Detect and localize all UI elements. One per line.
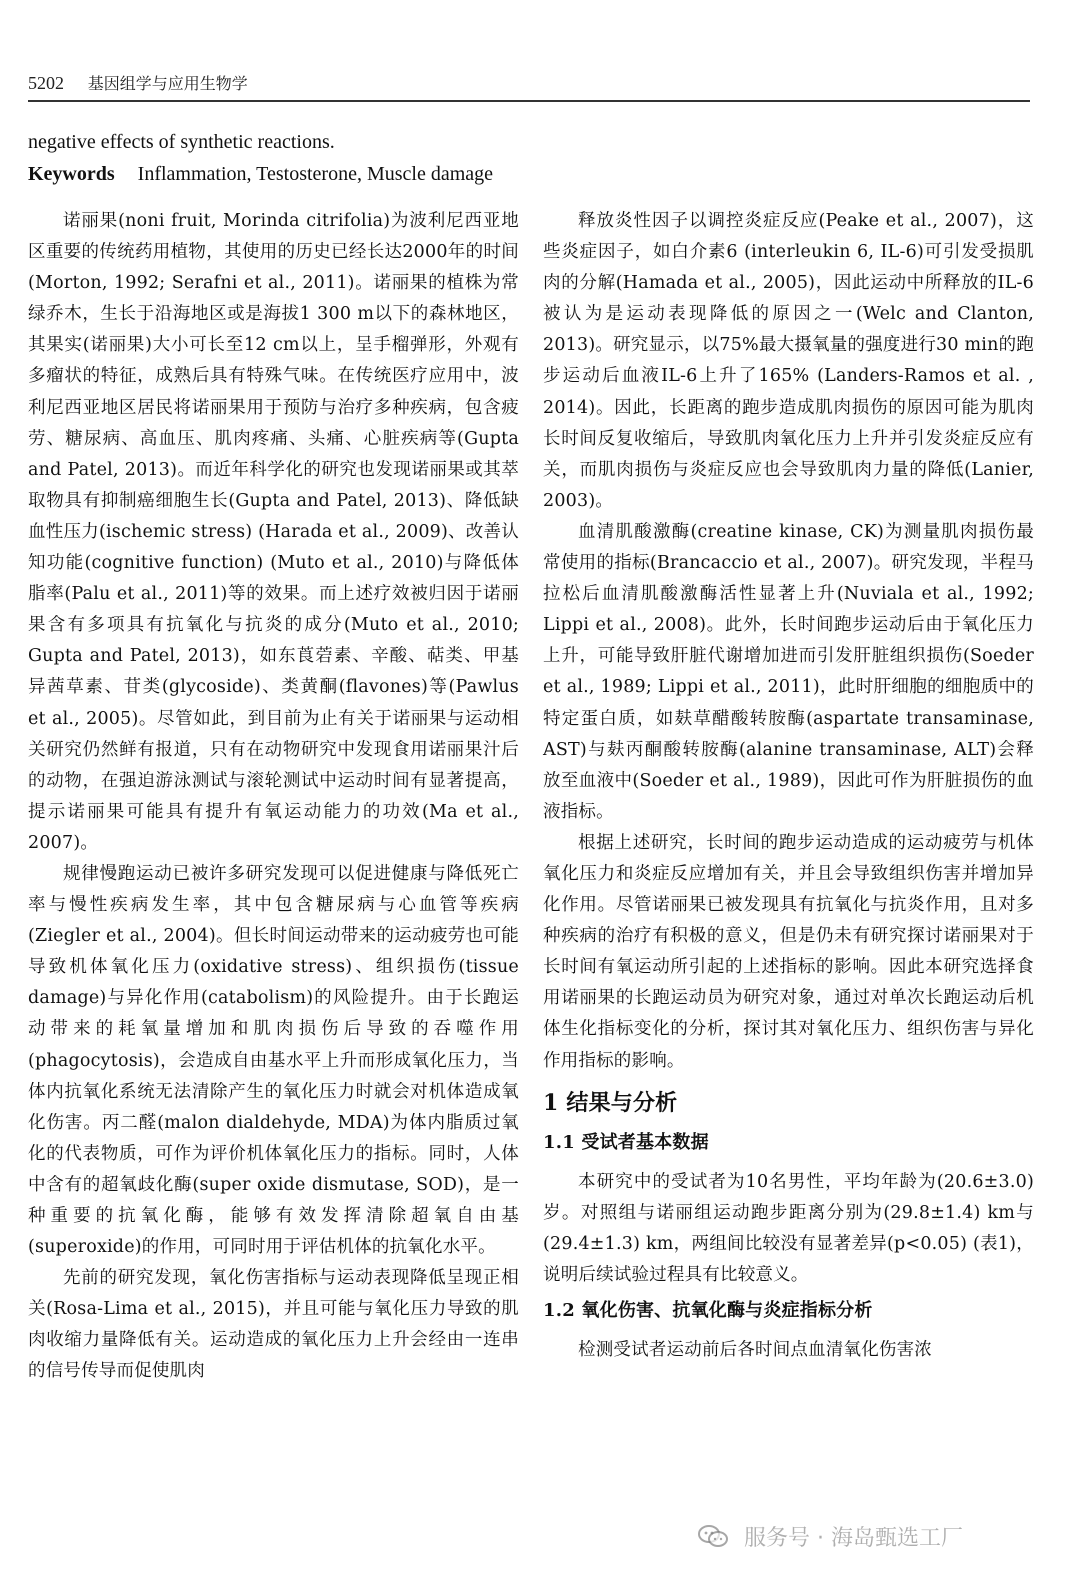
abstract-last-line: negative effects of synthetic reactions. <box>28 131 335 153</box>
watermark-text: 服务号 · 海岛甄选工厂 <box>744 1526 963 1551</box>
intro-paragraph-4: 血清肌酸激酶(creatine kinase, CK)为测量肌肉损伤最常使用的指标(Brancaccio et al., 2007)。研究发现，半程马拉松后血清肌酸激酶活性显著上升(Nuviala et al., 1992; Lippi et al., 2008)。此外，长时间跑步运动后由于氧化压力上升，可能导致肝脏代谢增加进而引发肝脏组织损伤(Soeder et al., 1989; Lippi et al., 2011)，此时肝细胞的细胞质中的特定蛋白质，如麸草醋酸转胺酶(aspartate transaminase, AST)与麸丙酮酸转胺酶(alanine transaminase, ALT)会释放至血液中(Soeder et al., 1989)，因此可作为肝脏损伤的血液指标。 <box>543 521 1034 822</box>
keywords-line <box>28 158 1038 190</box>
keywords-label: Keywords <box>28 163 115 185</box>
intro-paragraph-5: 根据上述研究，长时间的跑步运动造成的运动疲劳与机体氧化压力和炎症反应增加有关，并且会导致组织伤害并增加异化作用。尽管诺丽果已被发现具有抗氧化与抗炎作用，且对多种疾病的治疗有积极的意义，但是仍未有研究探讨诺丽果对于长时间有氧运动所引起的上述指标的影响。因此本研究选择食用诺丽果的长跑运动员为研究对象，通过对单次长跑运动后机体生化指标变化的分析，探讨其对氧化压力、组织伤害与异化作用指标的影响。 <box>543 832 1034 1071</box>
running-head <box>28 72 1030 102</box>
intro-paragraph-2: 规律慢跑运动已被许多研究发现可以促进健康与降低死亡率与慢性疾病发生率，其中包含糖尿病与心血管等疾病(Ziegler et al., 2004)。但长时间运动带来的运动疲劳也可能导致机体氧化压力(oxidative stress)、组织损伤(tissue damage)与异化作用(catabolism)的风险提升。由于长跑运动带来的耗氧量增加和肌肉损伤后导致的吞噬作用(phagocytosis)，会造成自由基水平上升而形成氧化压力，当体内抗氧化系统无法清除产生的氧化压力时就会对机体造成氧化伤害。丙二醛(malon dialdehyde, MDA)为体内脂质过氧化的代表物质，可作为评价机体氧化压力的指标。同时，人体中含有的超氧歧化酶(super oxide dismutase, SOD)，是一种重要的抗氧化酶，能够有效发挥清除超氧自由基(superoxide)的作用，可同时用于评估机体的抗氧化水平。 <box>28 863 519 1258</box>
page-number: 5202 <box>28 73 64 93</box>
subsection-heading-oxidative-analysis: 1.2 氧化伤害、抗氧化酶与炎症指标分析 <box>543 1300 873 1321</box>
service-account-watermark <box>697 1521 1047 1557</box>
journal-name: 基因组学与应用生物学 <box>87 74 248 93</box>
intro-paragraph-3: 先前的研究发现，氧化伤害指标与运动表现降低呈现正相关(Rosa-Lima et al., 2015)，并且可能与氧化压力导致的肌肉收缩力量降低有关。运动造成的氧化压力上升会经由一连串的信号传导而促使肌肉 <box>28 1268 519 1382</box>
intro-paragraph-3-continued: 释放炎性因子以调控炎症反应(Peake et al., 2007)，这些炎症因子，如白介素6 (interleukin 6, IL-6)可引发受损肌肉的分解(Hamada et al., 2005)，因此运动中所释放的IL-6被认为是运动表现降低的原因之一(Welc and Clanton, 2013)。研究显示，以75%最大摄氧量的强度进行30 min的跑步运动后血液IL-6上升了165% (Landers-Ramos et al. , 2014)。因此，长距离的跑步造成肌肉损伤的原因可能为肌肉长时间反复收缩后，导致肌肉氧化压力上升并引发炎症反应有关，而肌肉损伤与炎症反应也会导致肌肉力量的降低(Lanier, 2003)。 <box>543 211 1034 511</box>
wechat-icon <box>697 1524 729 1550</box>
section-heading-results: 1 结果与分析 <box>543 1089 678 1116</box>
right-column <box>543 206 1034 1366</box>
left-column <box>28 206 519 1388</box>
subjects-paragraph: 本研究中的受试者为10名男性，平均年龄为(20.6±3.0)岁。对照组与诺丽组运动跑步距离分别为(29.8±1.4) km与(29.4±1.3) km，两组间比较没有显著差异(p<0.05) (表1)，说明后续试验过程具有比较意义。 <box>543 1171 1034 1285</box>
subsection-heading-subjects: 1.1 受试者基本数据 <box>543 1131 709 1153</box>
abstract-tail <box>28 126 1038 190</box>
keywords-value: Inflammation, Testosterone, Muscle damage <box>137 163 494 185</box>
oxidative-analysis-paragraph: 检测受试者运动前后各时间点血清氧化伤害浓 <box>578 1340 932 1360</box>
intro-paragraph-1: 诺丽果(noni fruit, Morinda citrifolia)为波利尼西亚地区重要的传统药用植物，其使用的历史已经长达2000年的时间 (Morton, 1992; Serafni et al., 2011)。诺丽果的植株为常绿乔木，生长于沿海地区或是海拔1 300 m以下的森林地区，其果实(诺丽果)大小可长至12 cm以上，呈手榴弹形，外观有多瘤状的特征，成熟后具有特殊气味。在传统医疗应用中，波利尼西亚地区居民将诺丽果用于预防与治疗多种疾病，包含疲劳、糖尿病、高血压、肌肉疼痛、头痛、心脏疾病等(Gupta and Patel, 2013)。而近年科学化的研究也发现诺丽果或其萃取物具有抑制癌细胞生长(Gupta and Patel, 2013)、降低缺血性压力(ischemic stress) (Harada et al., 2009)、改善认知功能(cognitive function) (Muto et al., 2010)与降低体脂率(Palu et al., 2011)等的效果。而上述疗效被归因于诺丽果含有多项具有抗氧化与抗炎的成分(Muto et al., 2010; Gupta and Patel, 2013)，如东莨菪素、辛酸、萜类、甲基异茜草素、苷类(glycoside)、类黄酮(flavones)等(Pawlus et al., 2005)。尽管如此，到目前为止有关于诺丽果与运动相关研究仍然鲜有报道，只有在动物研究中发现食用诺丽果汁后的动物，在强迫游泳测试与滚轮测试中运动时间有显著提高，提示诺丽果可能具有提升有氧运动能力的功效(Ma et al., 2007)。 <box>28 211 519 853</box>
